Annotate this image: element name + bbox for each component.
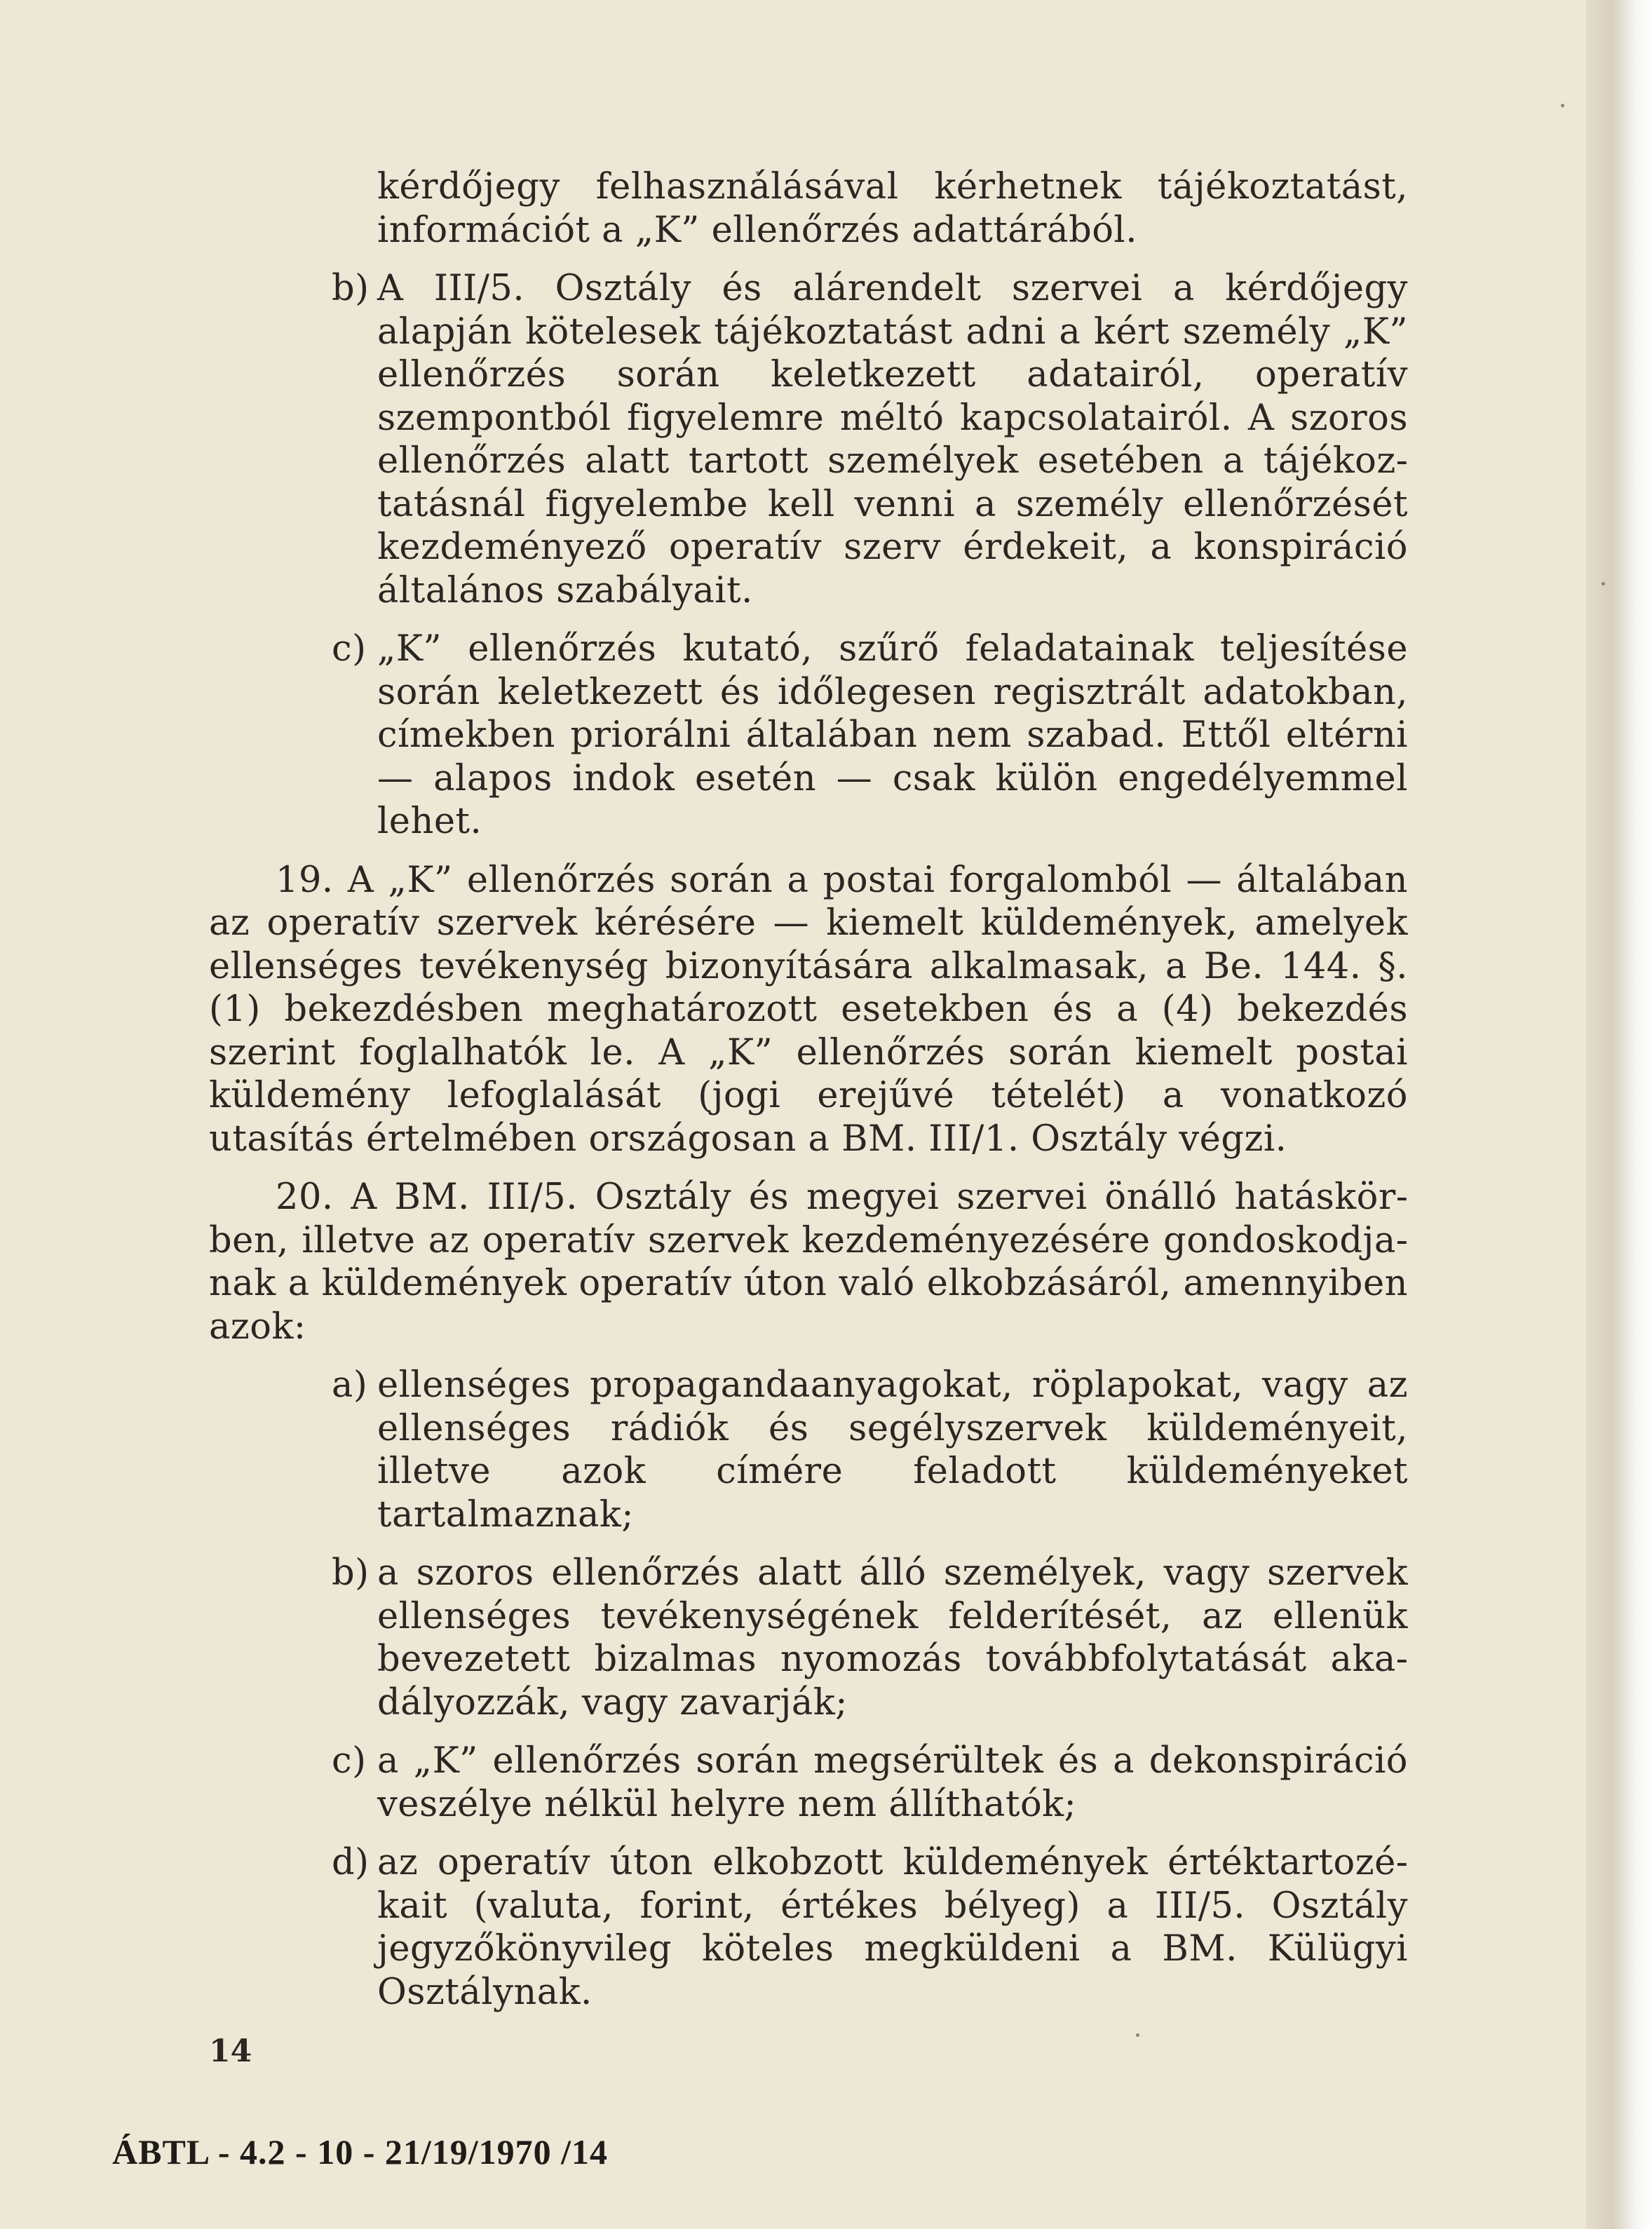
list-item-a [332, 1364, 1408, 1536]
paragraph-section-19: 19. A „K” ellenőrzés során a postai forgalomból — általában az operatív szervek kérésére — kiemelt küldemények, amelyek ellenséges tevékenység bizonyítására alkalmasak, a Be. 144. §. (1) bekezdésben meghatározott esetekben és a (4) bekezdés szerint foglalhatók le. A „K” ellenőrzés során kiemelt postai küldemény lefoglalását (jogi erejűvé tételét) a vonatkozó utasítás értelmében országosan a BM. III/1. Osztály végzi. [209, 859, 1408, 1160]
list-item-b [332, 1552, 1408, 1724]
list-marker: b) [332, 268, 370, 309]
list-marker: c) [332, 1740, 367, 1782]
list-item-c [332, 628, 1408, 844]
list-item-text: a szoros ellenőrzés alatt álló személyek, vagy szervek ellenséges tevékenységének felderítését, az ellenük bevezetett bizalmas nyomozás továbbfolytatását akadályozzák, vagy zavarják; [377, 1552, 1408, 1723]
paper-speck [1561, 104, 1564, 107]
list-item-d [332, 1841, 1408, 2014]
page-edge-shadow [1586, 0, 1652, 2229]
list-item-text: ellenséges propagandaanyagokat, röplapokat, vagy az ellenséges rádiók és segélyszervek küldeményeit, illetve azok címére feladott küldeményeket tartalmaznak; [377, 1364, 1408, 1536]
list-item-text: a „K” ellenőrzés során megsérültek és a dekonspiráció veszélye nélkül helyre nem állíthatók; [377, 1740, 1408, 1825]
list-marker: a) [332, 1364, 368, 1406]
list-item-b [332, 267, 1408, 612]
list-item-c [332, 1740, 1408, 1826]
list-marker: d) [332, 1842, 370, 1883]
document-body [209, 165, 1408, 2029]
list-marker: c) [332, 628, 367, 670]
page-number: 14 [209, 2033, 252, 2069]
list-item-text: „K” ellenőrzés kutató, szűrő feladatainak teljesítése során keletkezett és időlegesen regisztrált adatokban, címekben priorálni általában nem szabad. Ettől eltérni — alapos indok esetén — csak külön engedélyemmel lehet. [377, 628, 1408, 842]
paragraph-continuation: kérdőjegy felhasználásával kérhetnek tájékoztatást, információt a „K” ellenőrzés adattárából. [377, 166, 1408, 251]
archive-reference-stamp: ÁBTL - 4.2 - 10 - 21/19/1970 /14 [112, 2132, 609, 2172]
paper-speck [1136, 2033, 1139, 2037]
list-item-text: az operatív úton elkobzott küldemények értéktartozékait (valuta, forint, értékes bélyeg) a III/5. Osztály jegyzőkönyvileg köteles megküldeni a BM. Külügyi Osztálynak. [377, 1842, 1408, 2013]
list-item-text: A III/5. Osztály és alárendelt szervei a kérdőjegy alapján kötelesek tájékoztatást adni a kért személy „K” ellenőrzés során keletkezett adatairól, operatív szempontból figyelemre méltó kapcsolatairól. A szoros ellenőrzés alatt tartott személyek esetében a tájékoztatásnál figyelembe kell venni a személy ellenőrzését kezdeményező operatív szerv érdekeit, a konspiráció általános szabályait. [377, 268, 1408, 611]
list-marker: b) [332, 1552, 370, 1594]
paragraph-section-20: 20. A BM. III/5. Osztály és megyei szervei önálló hatáskörben, illetve az operatív szervek kezdeményezésére gondoskodjanak a küldemények operatív úton való elkobzásáról, amennyiben azok: [209, 1177, 1408, 1348]
paper-speck [1602, 582, 1605, 585]
